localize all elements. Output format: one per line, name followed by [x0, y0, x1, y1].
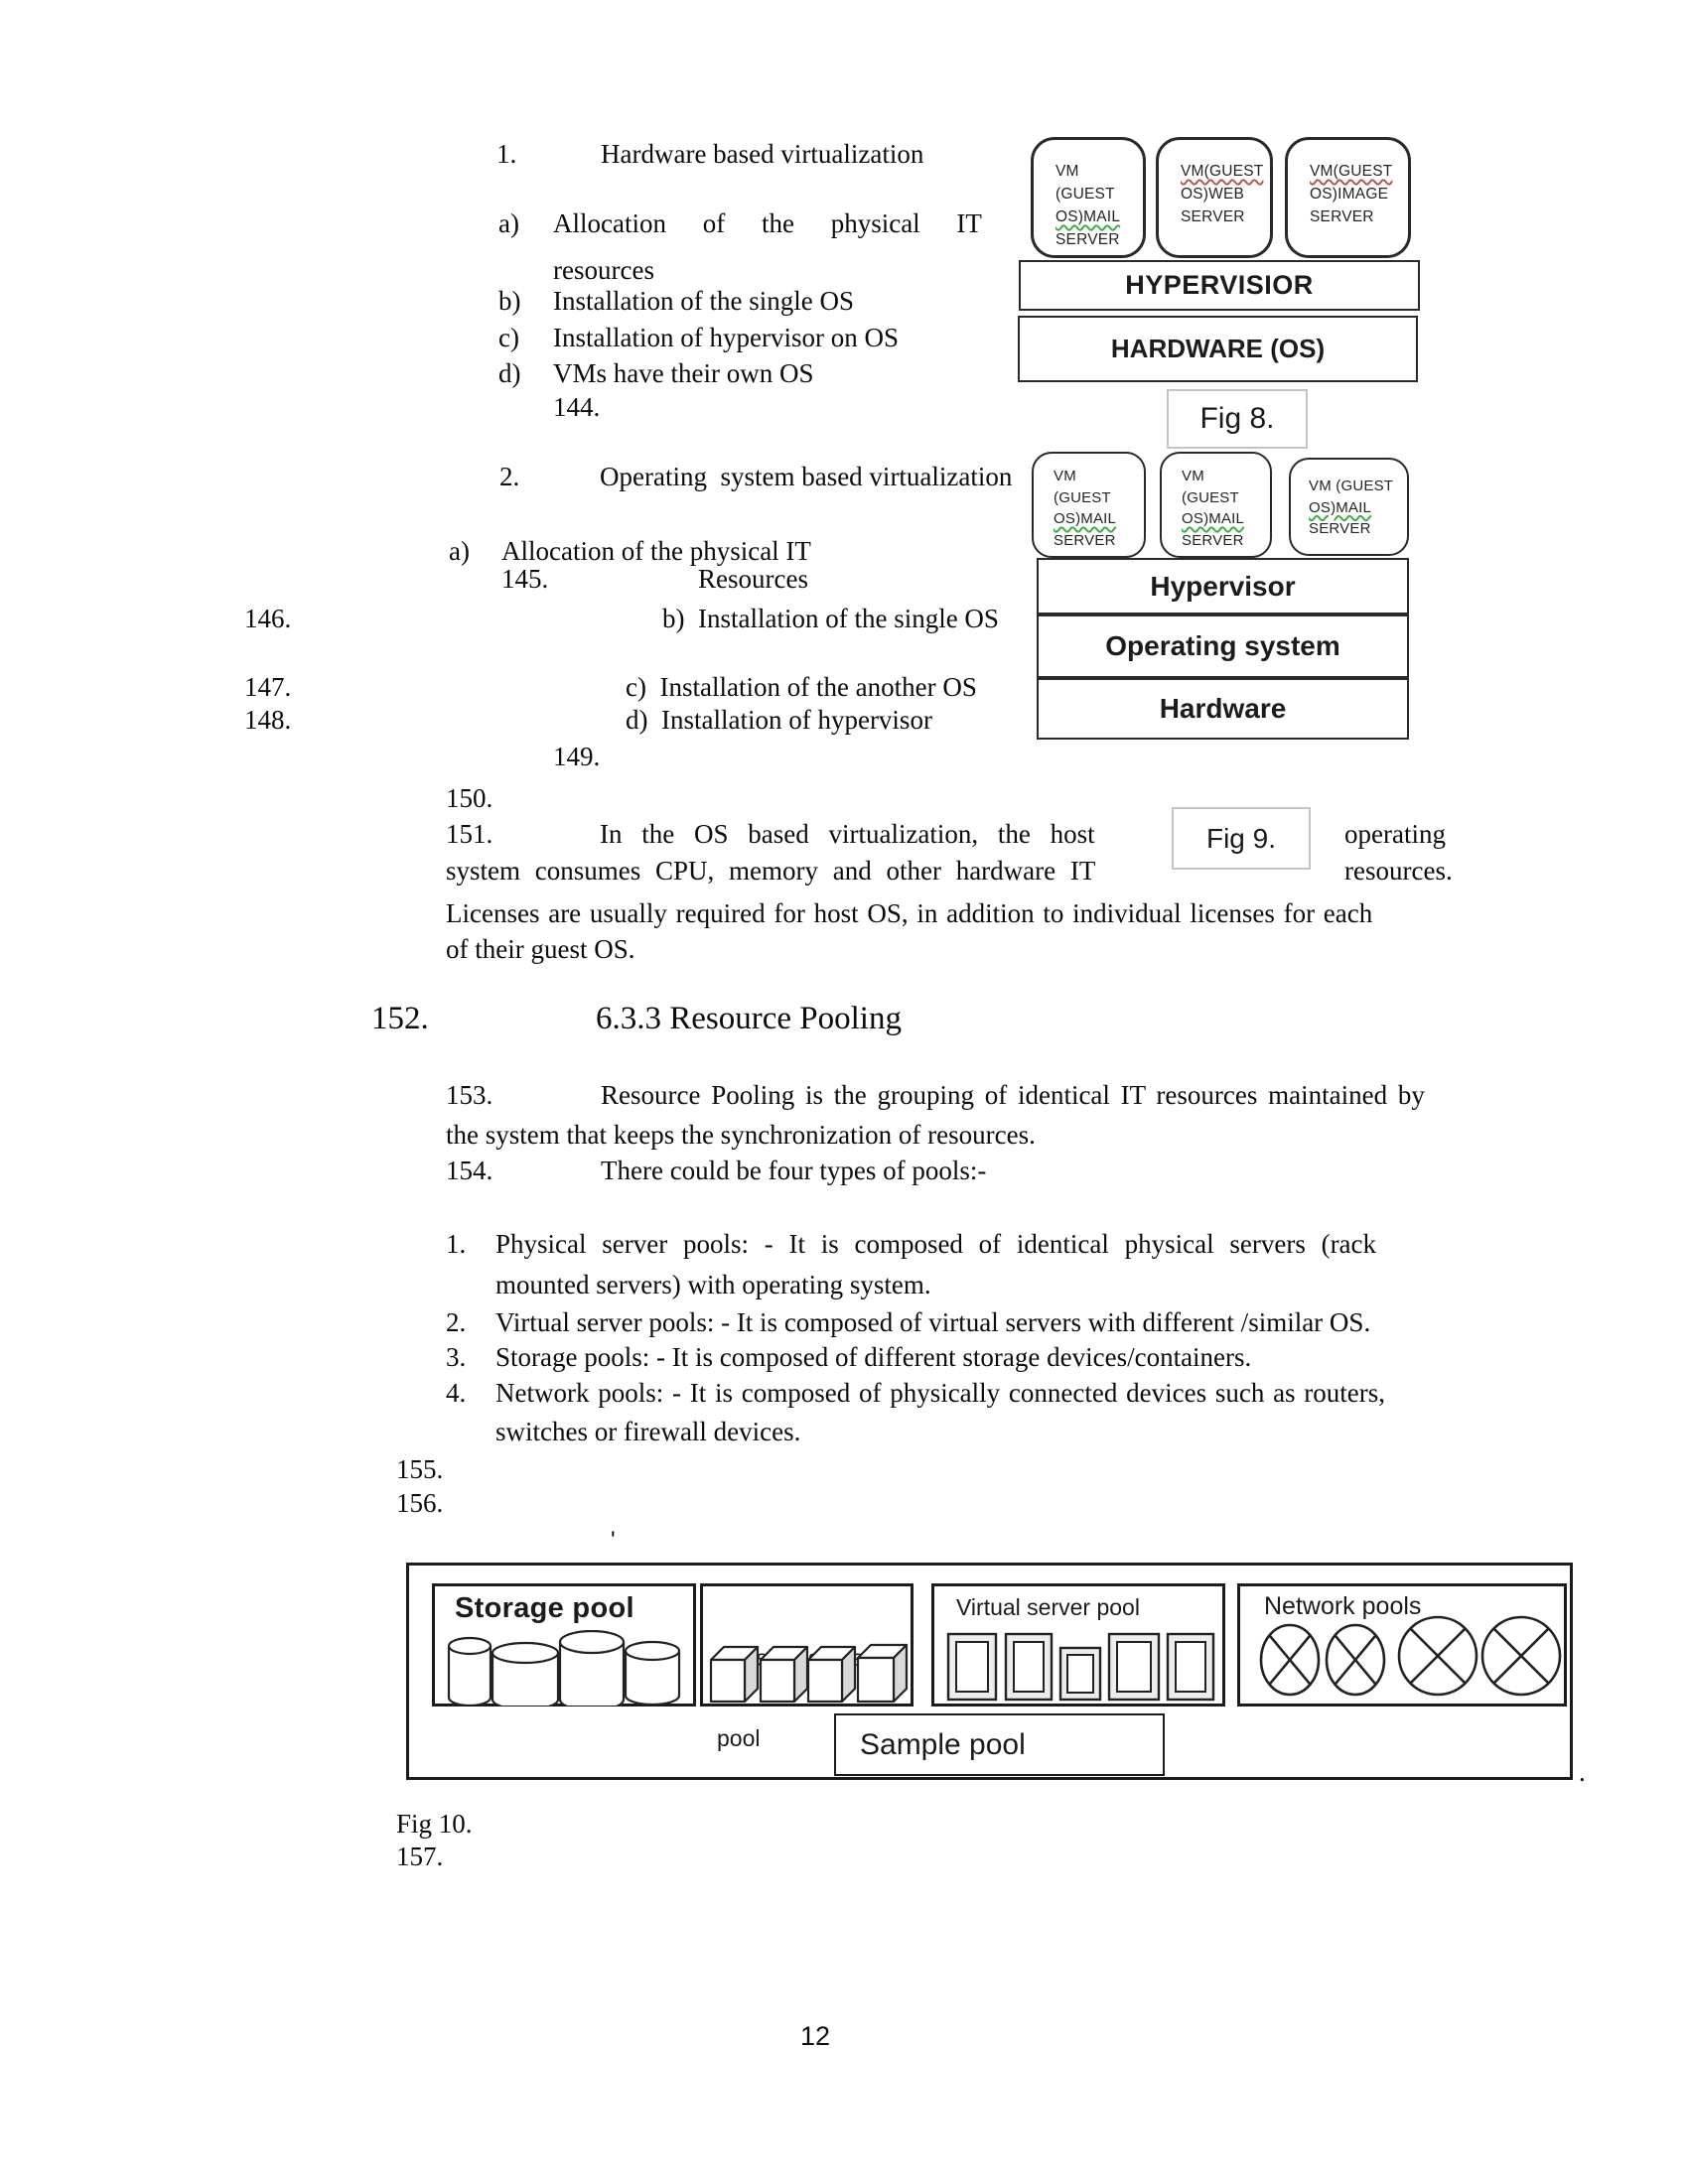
- vm-label-line: VM(GUEST: [1181, 163, 1264, 180]
- vm-label-line: OS)WEB: [1181, 186, 1245, 203]
- virtual-server-frames-icon: [942, 1628, 1216, 1706]
- vm-box-web-server: [1156, 137, 1273, 258]
- fig9-caption: Fig 9.: [1205, 822, 1277, 854]
- paragraph-line: operating: [1344, 819, 1446, 849]
- fig8-caption-box: [1167, 389, 1308, 449]
- vm-label-line: SERVER: [1054, 531, 1116, 549]
- list-number: 145.: [501, 564, 549, 594]
- vm-label-line: OS)IMAGE: [1310, 186, 1389, 203]
- list-marker: c): [498, 323, 519, 352]
- list-marker: a): [449, 536, 470, 566]
- vm-box-mail-server: [1032, 452, 1146, 558]
- fig8-caption: Fig 8.: [1199, 402, 1275, 435]
- operating-system-label: Operating system: [1105, 630, 1340, 661]
- fig9-caption-box: [1172, 807, 1311, 870]
- stray-tick: ': [611, 1527, 616, 1554]
- list-number: 2.: [499, 462, 520, 491]
- storage-cylinders-icon: [441, 1630, 691, 1706]
- virtual-server-pool-box: [931, 1583, 1225, 1706]
- vm-label-line: (GUEST: [1182, 488, 1239, 506]
- physical-server-pool-title-line: pool: [717, 1725, 761, 1751]
- paragraph-line: Resource Pooling is the grouping of identical IT resources maintained by: [601, 1080, 1425, 1110]
- list-number: 1.: [496, 139, 517, 169]
- list-number: 4.: [446, 1378, 467, 1408]
- list-item: Network pools: - It is composed of physically connected devices such as routers,: [495, 1378, 1386, 1408]
- paragraph-line: There could be four types of pools:-: [601, 1156, 987, 1185]
- virtual-server-pool-title: Virtual server pool: [956, 1594, 1140, 1620]
- list-number: 149.: [553, 742, 601, 771]
- storage-pool-box: [432, 1583, 696, 1706]
- list-item: Allocation of the physical IT: [501, 536, 811, 566]
- list-item: Virtual server pools: - It is composed of virtual servers with different /similar OS.: [495, 1307, 1371, 1337]
- hardware-bar: [1018, 316, 1418, 382]
- vm-label-line: OS)MAIL: [1182, 510, 1245, 527]
- list-number: 157.: [396, 1842, 444, 1871]
- network-pools-title: Network pools: [1264, 1592, 1422, 1620]
- hypervisor-label: HYPERVISIOR: [1125, 270, 1314, 300]
- vm-label-line: VM (GUEST: [1055, 163, 1115, 203]
- hypervisor-bar: [1037, 558, 1409, 614]
- list-number: 1.: [446, 1229, 467, 1259]
- operating-system-bar: [1037, 614, 1409, 678]
- paragraph-line: In the OS based virtualization, the host: [600, 819, 1095, 849]
- paragraph-line: the system that keeps the synchronization of resources.: [446, 1120, 1036, 1150]
- list-number: 155.: [396, 1454, 444, 1484]
- page-number: 12: [800, 2021, 831, 2051]
- storage-pool-title: Storage pool: [455, 1592, 634, 1624]
- vm-label-line: (GUEST: [1054, 488, 1111, 506]
- vm-label-line: VM: [1054, 468, 1076, 484]
- network-pools-box: [1237, 1583, 1567, 1706]
- list-item: b) Installation of the single OS: [662, 604, 999, 633]
- list-item: Hardware based virtualization: [601, 139, 924, 169]
- list-item: Operating system based virtualization: [600, 462, 1013, 491]
- vm-label-line: VM (GUEST: [1309, 478, 1394, 494]
- list-marker: a): [498, 208, 519, 238]
- vm-label-line: VM(GUEST: [1310, 163, 1393, 180]
- list-item: Installation of the single OS: [553, 286, 854, 316]
- fig10-resource-pools-diagram: [406, 1563, 1573, 1780]
- sample-pool-box: [834, 1713, 1165, 1776]
- vm-label-line: VM: [1182, 468, 1204, 484]
- hypervisor-label: Hypervisor: [1150, 570, 1296, 602]
- vm-box-mail-server: [1031, 137, 1146, 258]
- paragraph-line: system consumes CPU, memory and other hardware IT: [446, 856, 1096, 886]
- section-number: 152.: [371, 1001, 429, 1036]
- vm-label-line: SERVER: [1182, 531, 1244, 549]
- vm-label-line: SERVER: [1309, 520, 1371, 537]
- fig10-caption: Fig 10.: [396, 1809, 473, 1839]
- section-heading: 6.3.3 Resource Pooling: [596, 1001, 902, 1036]
- list-number: 147.: [244, 672, 292, 702]
- vm-label-line: OS)MAIL: [1054, 510, 1117, 527]
- hypervisor-bar: [1019, 260, 1420, 311]
- list-item: Physical server pools: - It is composed of identical physical servers (rack: [495, 1229, 1377, 1259]
- list-number: 156.: [396, 1488, 444, 1518]
- list-item: Storage pools: - It is composed of different storage devices/containers.: [495, 1342, 1252, 1372]
- list-number: 3.: [446, 1342, 467, 1372]
- hardware-label: Hardware: [1159, 693, 1287, 724]
- physical-server-pool-box: [700, 1583, 914, 1751]
- list-item: c) Installation of the another OS: [626, 672, 977, 702]
- vm-label-line: SERVER: [1310, 208, 1374, 225]
- list-marker: d): [498, 358, 521, 388]
- hardware-label: HARDWARE (OS): [1110, 334, 1326, 363]
- list-item: Allocation of the physical IT: [553, 208, 982, 238]
- list-number: 144.: [553, 392, 601, 422]
- list-item: Installation of hypervisor on OS: [553, 323, 899, 352]
- list-number: 2.: [446, 1307, 467, 1337]
- server-cuboids-icon: [705, 1642, 913, 1706]
- vm-box-mail-server: [1289, 458, 1409, 556]
- list-number: 150.: [446, 783, 493, 813]
- fig9-os-virtualization-diagram: [1028, 449, 1410, 742]
- list-number: 154.: [446, 1156, 493, 1185]
- vm-label-line: SERVER: [1181, 208, 1245, 225]
- vm-label-line: OS)MAIL: [1309, 498, 1372, 516]
- vm-box-mail-server: [1160, 452, 1272, 558]
- list-item: d) Installation of hypervisor: [626, 705, 932, 735]
- list-item: Resources: [698, 564, 808, 594]
- list-item: VMs have their own OS: [553, 358, 814, 388]
- physical-server-pool-title-line: Physical: [717, 1645, 802, 1671]
- hardware-bar: [1037, 678, 1409, 740]
- list-number: 146.: [244, 604, 292, 633]
- paragraph-line: Licenses are usually required for host OS, in addition to individual licenses for each: [446, 898, 1373, 928]
- list-number: 148.: [244, 705, 292, 735]
- sample-pool-title: Sample pool: [860, 1727, 1026, 1761]
- list-number: 151.: [446, 819, 493, 849]
- paragraph-line: of their guest OS.: [446, 934, 635, 964]
- vm-box-image-server: [1285, 137, 1411, 258]
- list-item: resources: [553, 255, 654, 285]
- stray-dot: .: [1579, 1757, 1586, 1787]
- vm-label-line: OS)MAIL: [1055, 208, 1121, 225]
- vm-label-line: SERVER: [1055, 231, 1120, 248]
- list-number: 153.: [446, 1080, 493, 1110]
- list-marker: b): [498, 286, 521, 316]
- list-item: mounted servers) with operating system.: [495, 1270, 931, 1299]
- list-item: switches or firewall devices.: [495, 1417, 801, 1446]
- paragraph-line: resources.: [1344, 856, 1453, 886]
- network-nodes-icon: [1246, 1614, 1562, 1702]
